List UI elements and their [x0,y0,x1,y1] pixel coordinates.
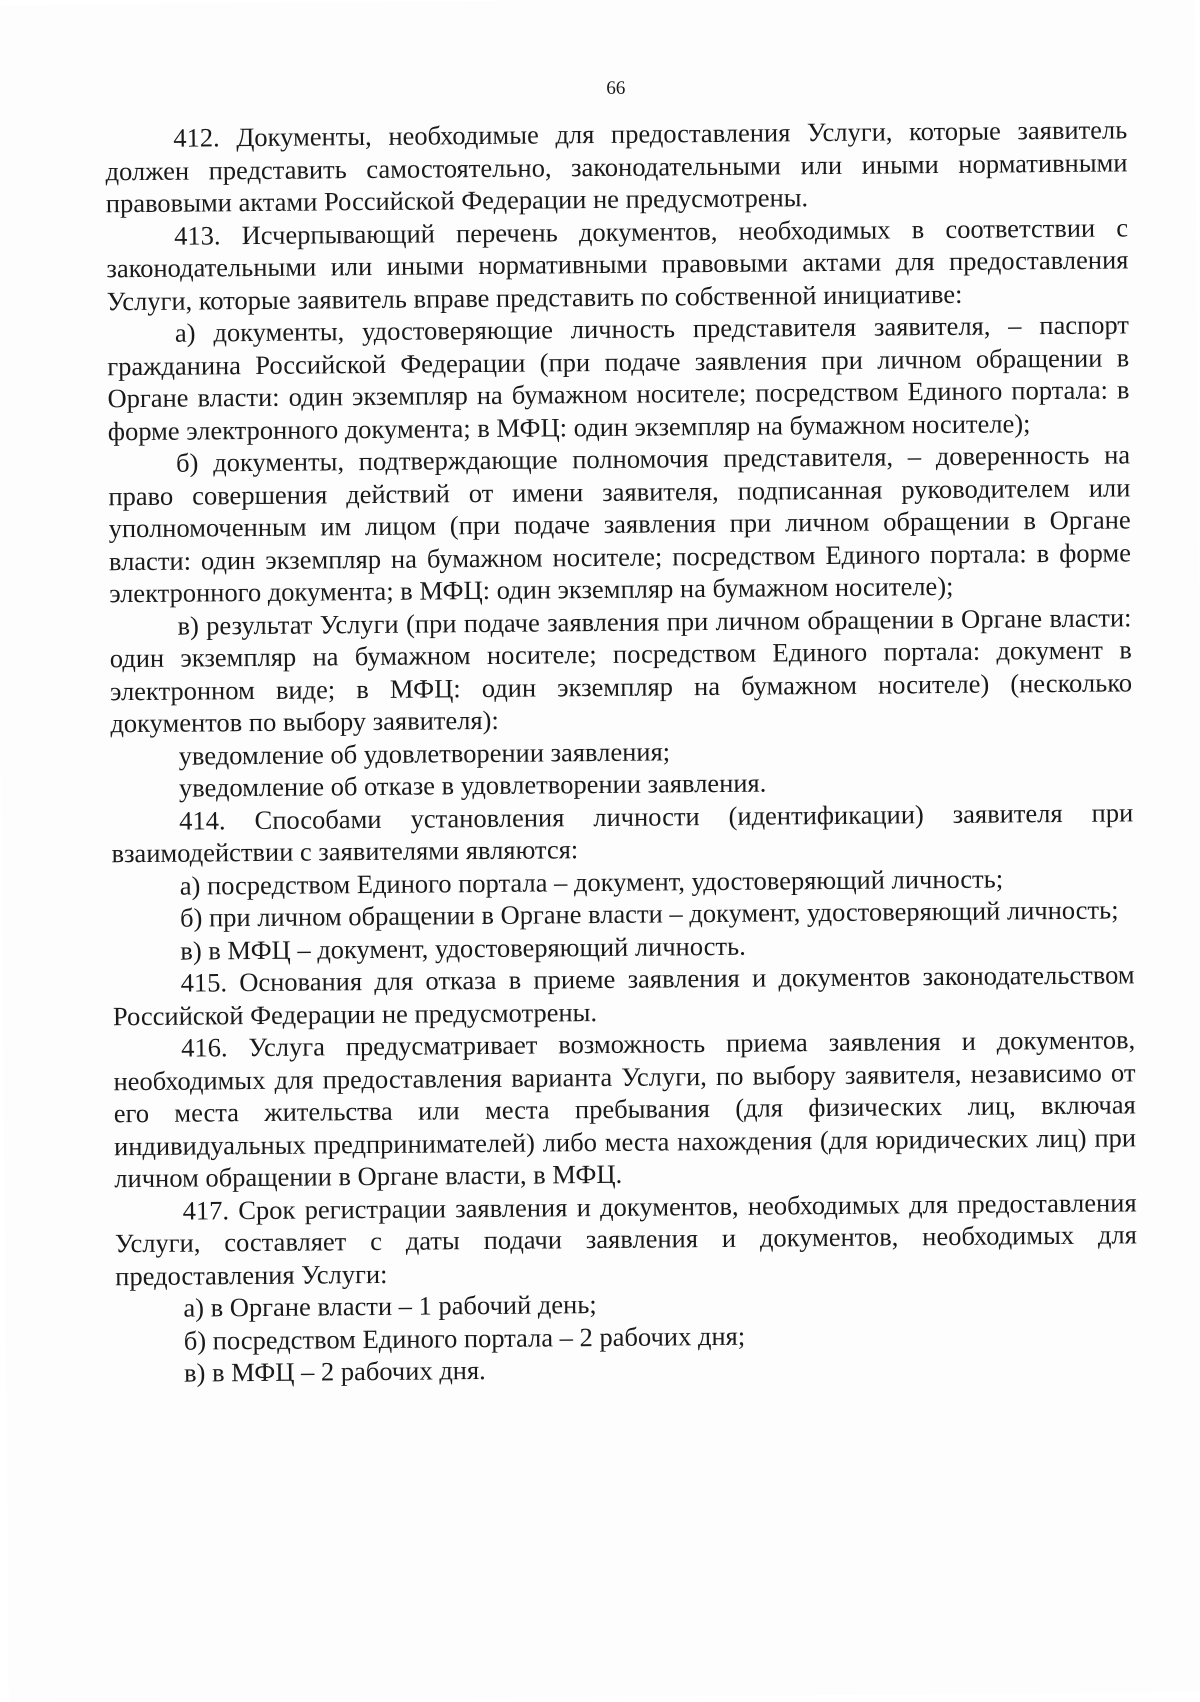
paragraph-417-a: а) в Органе власти – 1 рабочий день; [183,1289,597,1323]
paragraph-413-a: а) документы, удостоверяющие личность представителя заявителя, – паспорт гражданина Российской Федерации (при подаче заявления при личном обращении в Органе власти: один экземпляр на бумажном носителе; посредством Единого портала: в форме электронного документа; в МФЦ: один экземпляр на бумажном носителе); [107,309,1130,446]
paragraph-417: 417. Срок регистрации заявления и документов, необходимых для предоставления Услуги, составляет с даты подачи заявления и документов, необходимых для предоставления Услуги: [114,1186,1137,1291]
paragraph-416: 416. Услуга предусматривает возможность приема заявления и документов, необходимых для предоставления варианта Услуги, по выбору заявителя, независимо от его места жительства или места пребывания (для физических лиц, включая индивидуальных предпринимателей) либо места нахождения (для юридических лиц) при личном обращении в Органе власти, в МФЦ. [113,1024,1137,1194]
paragraph-413-b: б) документы, подтверждающие полномочия представителя, – доверенность на право совершения действий от имени заявителя, подписанная руководителем или уполномоченным им лицом (при подаче заявления при личном обращении в Органе власти: один экземпляр на бумажном носителе; посредством Единого портала: в форме электронного документа; в МФЦ: один экземпляр на бумажном носителе); [108,439,1132,609]
paragraph-414-a: а) посредством Единого портала – документ, удостоверяющий личность; [179,862,1004,901]
paragraph-417-b: б) посредством Единого портала – 2 рабочих дня; [183,1320,746,1356]
paragraph-412: 412. Документы, необходимые для предоставления Услуги, которые заявитель должен представить самостоятельно, законодательными или иными нормативными правовыми актами Российской Федерации не предусмотрены. [105,114,1128,219]
paragraph-413: 413. Исчерпывающий перечень документов, необходимых в соответствии с законодательными или иными нормативными правовыми актами для предоставления Услуги, которые заявитель вправе представить по собственной инициативе: [106,211,1129,316]
paragraph-414: 414. Способами установления личности (идентификации) заявителя при взаимодействии с заявителями являются: [111,796,1134,869]
paragraph-413-notice-approval: уведомление об удовлетворении заявления; [178,735,671,771]
paragraph-414-b: б) при личном обращении в Органе власти – документ, удостоверяющий личность; [179,894,1119,933]
paragraph-417-v: в) в МФЦ – 2 рабочих дня. [183,1355,486,1388]
paragraph-415: 415. Основания для отказа в приеме заявления и документов законодательством Российской Федерации не предусмотрены. [112,959,1135,1031]
paragraph-414-v: в) в МФЦ – документ, удостоверяющий личность. [180,930,746,966]
page-number: 66 [606,77,626,99]
paragraph-413-v: в) результат Услуги (при подаче заявления при личном обращении в Органе власти: один экземпляр на бумажном носителе; посредством Единого портала: документ в электронном виде; в МФЦ: один экземпляр на бумажном носителе) (несколько документов по выбору заявителя): [109,601,1133,739]
paragraph-413-notice-refusal: уведомление об отказе в удовлетворении заявления. [178,767,767,803]
